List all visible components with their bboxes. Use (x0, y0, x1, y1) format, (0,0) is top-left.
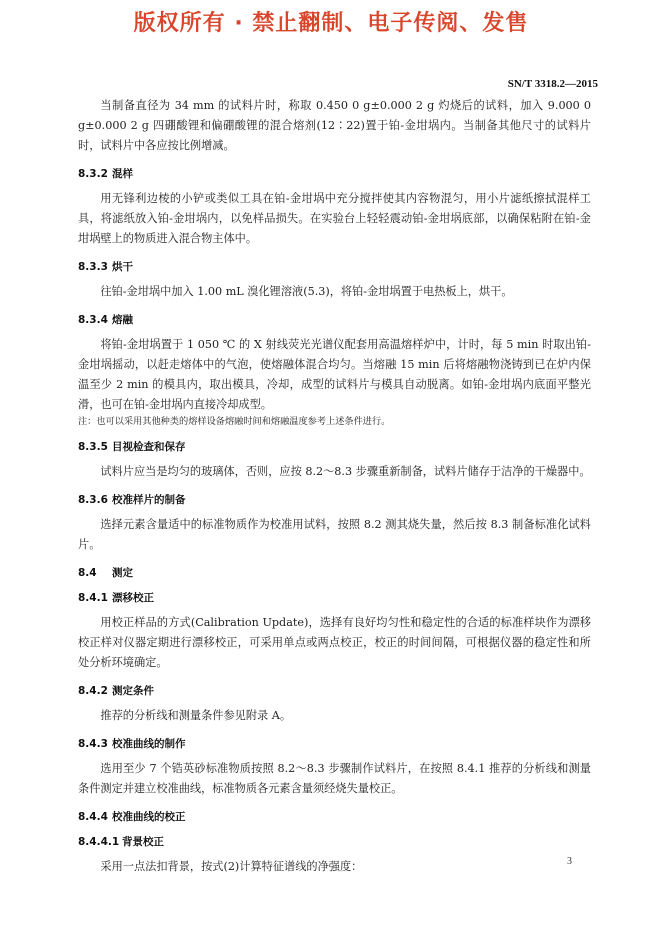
section-heading: 8.4.3 校准曲线的制作 (78, 738, 186, 750)
section-heading: 8.3.6 校准样片的制备 (78, 494, 186, 506)
section-paragraph: 往铂-金坩埚中加入 1.00 mL 溴化锂溶液(5.3)，将铂-金坩埚置于电热板上，烘干。 (100, 285, 513, 298)
section-heading: 8.4.1 漂移校正 (78, 592, 154, 604)
section-heading: 8.4.4.1 背景校正 (78, 836, 164, 848)
section-heading: 8.3.5 目视检查和保存 (78, 441, 186, 453)
section-paragraph: 用无锋利边棱的小铲或类似工具在铂-金坩埚中充分搅拌使其内容物混匀，用小片滤纸擦拭混样工具，将滤纸放入铂-金坩埚内，以免样品损失。在实验台上轻轻震动铂-金坩埚底部，以确保粘附在铂-金坩埚壁上的物质进入混合物主体中。 (78, 192, 591, 245)
section-heading: 8.3.2 混样 (78, 168, 133, 180)
section-heading: 8.4.2 测定条件 (78, 685, 154, 697)
section-paragraph: 将铂-金坩埚置于 1 050 ℃ 的 X 射线荧光光谱仪配套用高温熔样炉中，计时，每 5 min 时取出铂-金坩埚摇动，以赶走熔体中的气泡，使熔融体混合均匀。当熔融 15 min 后将熔融物浇铸到已在炉内保温至少 2 min 的模具内，取出模具，冷却，成型的试料片与模具自动脱离。如铂-金坩埚内底面平整光滑，也可在铂-金坩埚内直接冷却成型。 (78, 338, 591, 411)
section-paragraph: 选用至少 7 个锆英砂标准物质按照 8.2～8.3 步骤制作试料片，在按照 8.4.1 推荐的分析线和测量条件测定并建立校准曲线，标准物质各元素含量须经烧失量校正。 (78, 762, 591, 795)
section-paragraph: 推荐的分析线和测量条件参见附录 A。 (100, 709, 292, 722)
section-paragraph: 采用一点法扣背景，按式(2)计算特征谱线的净强度： (100, 860, 363, 873)
section-paragraph: 选择元素含量适中的标准物质作为校准用试料，按照 8.2 测其烧失量，然后按 8.3 制备标准化试料片。 (78, 518, 591, 551)
section-heading: 8.3.4 熔融 (78, 314, 133, 326)
section-paragraph: 试料片应当是均匀的玻璃体，否则，应按 8.2～8.3 步骤重新制备，试料片储存于洁净的干燥器中。 (100, 465, 591, 478)
standard-number: SN/T 3318.2—2015 (507, 78, 598, 90)
document-body (78, 96, 591, 877)
section-heading: 8.4 测定 (78, 567, 133, 579)
section-heading: 8.4.4 校准曲线的校正 (78, 811, 186, 823)
section-note: 注：也可以采用其他种类的熔样设备熔融时间和熔融温度参考上述条件进行。 (78, 416, 391, 427)
page-number: 3 (567, 856, 572, 867)
intro-paragraph: 当制备直径为 34 mm 的试料片时，称取 0.450 0 g±0.000 2 g 灼烧后的试料，加入 9.000 0 g±0.000 2 g 四硼酸锂和偏硼酸锂的混合熔剂(12∶22)置于铂-金坩埚内。当制备其他尺寸的试料片时，试料片中各应按比例增减。 (78, 99, 591, 152)
section-heading: 8.3.3 烘干 (78, 261, 133, 273)
section-paragraph: 用校正样品的方式(Calibration Update)，选择有良好均匀性和稳定性的合适的标准样块作为漂移校正样对仪器定期进行漂移校正，可采用单点或两点校正，校正的时间间隔，可根据仪器的稳定性和所处分析环境确定。 (78, 616, 591, 669)
watermark-banner: 版权所有 · 禁止翻制、电子传阅、发售 (133, 11, 529, 36)
